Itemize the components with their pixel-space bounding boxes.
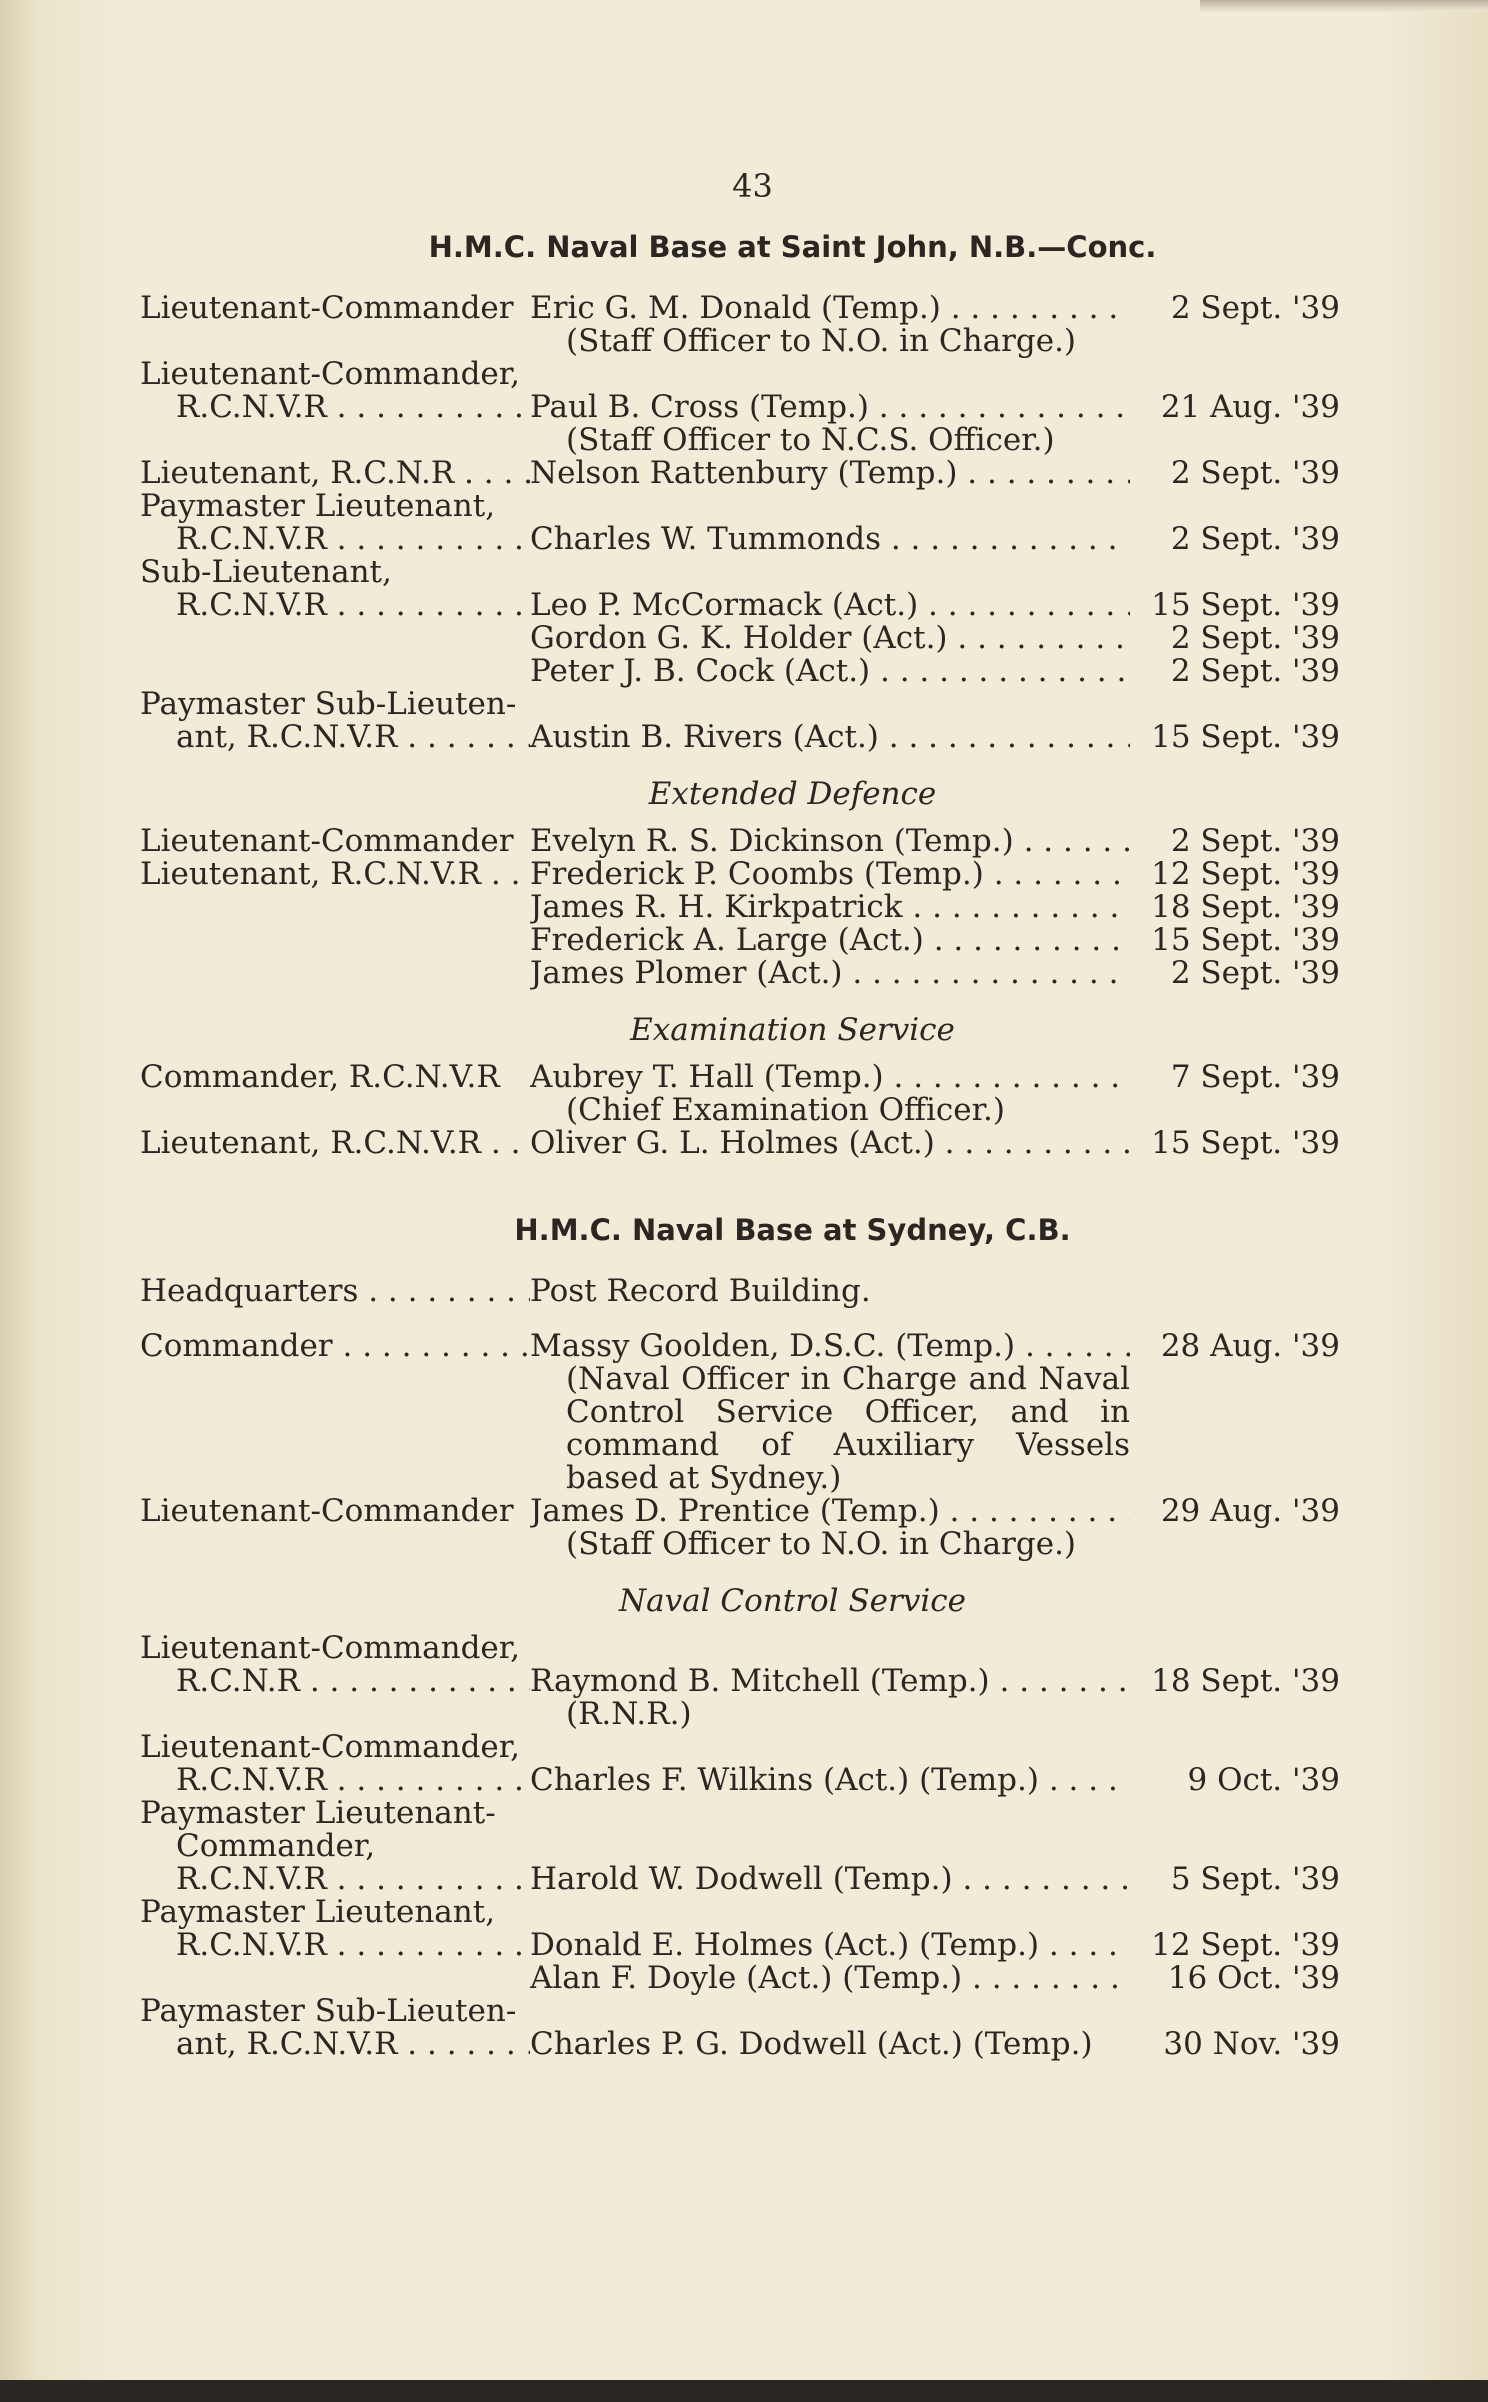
entry-row: [140, 1797, 1345, 1830]
officer-name: Gordon G. K. Holder (Act.) . . .: [530, 622, 1130, 655]
rank-line: Lieutenant-Commander,: [140, 1632, 521, 1665]
rank-line: R.C.N.V.R . . .: [140, 523, 530, 556]
rank: Commander, R.C.N.V.R: [140, 1061, 500, 1094]
entry-row: [140, 858, 1345, 891]
appointment-date: 18 Sept. '39: [1151, 889, 1340, 925]
page-bottom-edge: [0, 2380, 1488, 2402]
appointment-date: 2 Sept. '39: [1170, 290, 1340, 326]
entry-row: [140, 957, 1345, 990]
rank-line: Paymaster Sub-Lieuten-: [140, 1995, 517, 2028]
entry-note: (Staff Officer to N.C.S. Officer.): [566, 424, 1055, 457]
rank-line: R.C.N.V.R . . .: [140, 1764, 530, 1797]
appointment-date: 12 Sept. '39: [1151, 1927, 1340, 1963]
entry-note-row: [140, 424, 1345, 457]
officer-name: Nelson Rattenbury (Temp.) . . .: [530, 457, 1130, 490]
rank-line: R.C.N.V.R . . .: [140, 589, 530, 622]
rank-line: ant, R.C.N.V.R . . .: [140, 721, 530, 754]
officer-name: Charles W. Tummonds . . .: [530, 523, 1130, 556]
rank-line: Sub-Lieutenant,: [140, 556, 392, 589]
appointment-date: 21 Aug. '39: [1160, 389, 1340, 425]
officer-name: Charles F. Wilkins (Act.) (Temp.) . . .: [530, 1764, 1130, 1797]
entry-row: [140, 1896, 1345, 1929]
appointment-date: 16 Oct. '39: [1167, 1960, 1340, 1996]
entry-note: (Staff Officer to N.O. in Charge.): [566, 325, 1077, 358]
rank: Lieutenant-Commander: [140, 1495, 514, 1528]
appointment-date: 2 Sept. '39: [1170, 955, 1340, 991]
rank-line: Paymaster Lieutenant,: [140, 490, 496, 523]
section-heading-saint-john: H.M.C. Naval Base at Saint John, N.B.—Conc.: [428, 230, 1157, 264]
officer-name: Paul B. Cross (Temp.) . . .: [530, 391, 1130, 424]
entry-row: [140, 457, 1345, 490]
officer-name: Eric G. M. Donald (Temp.) . . .: [530, 292, 1130, 325]
headquarters-row: [140, 1275, 1345, 1308]
subsection-heading-extended-defence: Extended Defence: [648, 776, 937, 812]
entry-row: [140, 1929, 1345, 1962]
rank-line: R.C.N.V.R . . .: [140, 1929, 530, 1962]
entry-row: [140, 556, 1345, 589]
entry-row: [140, 891, 1345, 924]
officer-name: Harold W. Dodwell (Temp.) . . .: [530, 1863, 1130, 1896]
entry-note: (Naval Officer in Charge and Naval Control Service Officer, and in command of Auxiliary Vessels based at Sydney.): [566, 1363, 1130, 1495]
rank: Lieutenant, R.C.N.V.R . . .: [140, 1127, 530, 1160]
officer-name: Donald E. Holmes (Act.) (Temp.) . . .: [530, 1929, 1130, 1962]
rank: Commander . . .: [140, 1330, 530, 1363]
entry-note-row: [140, 1698, 1345, 1731]
appointment-date: 28 Aug. '39: [1160, 1328, 1340, 1364]
appointment-date: 15 Sept. '39: [1151, 922, 1340, 958]
entry-row: [140, 1495, 1345, 1528]
officer-name: Peter J. B. Cock (Act.) . . .: [530, 655, 1130, 688]
officer-name: Oliver G. L. Holmes (Act.) . . .: [530, 1127, 1130, 1160]
entry-note-row: [140, 1528, 1345, 1561]
entry-row: [140, 1330, 1345, 1363]
subsection-heading-naval-control-service: Naval Control Service: [619, 1583, 966, 1619]
appointment-date: 15 Sept. '39: [1151, 587, 1340, 623]
officer-name: James Plomer (Act.) . . .: [530, 957, 1130, 990]
rank: Lieutenant, R.C.N.R . . .: [140, 457, 530, 490]
entry-row: [140, 523, 1345, 556]
officer-name: James R. H. Kirkpatrick . . .: [530, 891, 1130, 924]
officer-name: Evelyn R. S. Dickinson (Temp.) . . .: [530, 825, 1130, 858]
entry-row: [140, 1995, 1345, 2028]
entry-row: [140, 825, 1345, 858]
appointment-date: 15 Sept. '39: [1151, 719, 1340, 755]
entry-note: (Chief Examination Officer.): [566, 1094, 1005, 1127]
officer-name: Frederick A. Large (Act.) . . .: [530, 924, 1130, 957]
rank: Lieutenant-Commander: [140, 825, 514, 858]
appointment-date: 2 Sept. '39: [1170, 653, 1340, 689]
officer-name: Alan F. Doyle (Act.) (Temp.) . . .: [530, 1962, 1130, 1995]
entry-row: [140, 391, 1345, 424]
entry-row: [140, 655, 1345, 688]
entry-row: [140, 1632, 1345, 1665]
rank-line: R.C.N.V.R . . .: [140, 1863, 530, 1896]
officer-name: Frederick P. Coombs (Temp.) . . .: [530, 858, 1130, 891]
appointment-date: 30 Nov. '39: [1163, 2026, 1340, 2062]
page-number: 43: [732, 167, 773, 205]
officer-name: Raymond B. Mitchell (Temp.) . . .: [530, 1665, 1130, 1698]
officer-name: James D. Prentice (Temp.) . . .: [530, 1495, 1130, 1528]
entry-note: (Staff Officer to N.O. in Charge.): [566, 1528, 1077, 1561]
entry-row: [140, 1962, 1345, 1995]
entry-row: [140, 1830, 1345, 1863]
officer-name: Austin B. Rivers (Act.) . . .: [530, 721, 1130, 754]
officer-name: Aubrey T. Hall (Temp.) . . .: [530, 1061, 1130, 1094]
appointment-date: 2 Sept. '39: [1170, 620, 1340, 656]
entry-row: [140, 721, 1345, 754]
headquarters-label: Headquarters . . .: [140, 1275, 530, 1308]
appointment-date: 15 Sept. '39: [1151, 1125, 1340, 1161]
entry-row: [140, 292, 1345, 325]
appointment-date: 18 Sept. '39: [1151, 1663, 1340, 1699]
entry-note-row: [140, 1363, 1345, 1495]
rank-line: Lieutenant-Commander,: [140, 1731, 521, 1764]
rank-line: Paymaster Lieutenant,: [140, 1896, 496, 1929]
entry-row: [140, 1665, 1345, 1698]
entry-note-row: [140, 325, 1345, 358]
rank-line: Paymaster Lieutenant-: [140, 1797, 496, 1830]
entry-row: [140, 589, 1345, 622]
appointment-date: 12 Sept. '39: [1151, 856, 1340, 892]
officer-name: Leo P. McCormack (Act.) . . .: [530, 589, 1130, 622]
entry-note: (R.N.R.): [566, 1698, 692, 1731]
entry-row: [140, 490, 1345, 523]
rank-line: Lieutenant-Commander,: [140, 358, 521, 391]
rank-line: ant, R.C.N.V.R . . .: [140, 2028, 530, 2061]
entry-row: [140, 2028, 1345, 2061]
appointment-date: 5 Sept. '39: [1170, 1861, 1340, 1897]
officer-name: Charles P. G. Dodwell (Act.) (Temp.): [530, 2028, 1093, 2061]
page-edge-shadow: [1200, 0, 1488, 12]
appointment-date: 2 Sept. '39: [1170, 823, 1340, 859]
section-heading-sydney: H.M.C. Naval Base at Sydney, C.B.: [514, 1213, 1071, 1247]
appointment-date: 2 Sept. '39: [1170, 455, 1340, 491]
rank: Lieutenant, R.C.N.V.R . . .: [140, 858, 530, 891]
entry-row: [140, 1731, 1345, 1764]
entry-row: [140, 622, 1345, 655]
rank-line: Paymaster Sub-Lieuten-: [140, 688, 517, 721]
appointment-date: 7 Sept. '39: [1170, 1059, 1340, 1095]
entry-row: [140, 1863, 1345, 1896]
rank: Lieutenant-Commander: [140, 292, 514, 325]
rank-line: R.C.N.R . . .: [140, 1665, 530, 1698]
rank-line: R.C.N.V.R . . .: [140, 391, 530, 424]
entry-row: [140, 1127, 1345, 1160]
entry-row: [140, 1061, 1345, 1094]
page-content: [140, 167, 1345, 2062]
entry-row: [140, 924, 1345, 957]
rank-line: Commander,: [176, 1830, 376, 1863]
headquarters-value: Post Record Building.: [530, 1275, 871, 1308]
appointment-date: 9 Oct. '39: [1187, 1762, 1340, 1798]
entry-row: [140, 358, 1345, 391]
officer-name: Massy Goolden, D.S.C. (Temp.) . . .: [530, 1330, 1130, 1363]
appointment-date: 29 Aug. '39: [1160, 1493, 1340, 1529]
entry-row: [140, 1764, 1345, 1797]
appointment-date: 2 Sept. '39: [1170, 521, 1340, 557]
subsection-heading-examination-service: Examination Service: [630, 1012, 955, 1048]
entry-row: [140, 688, 1345, 721]
entry-note-row: [140, 1094, 1345, 1127]
